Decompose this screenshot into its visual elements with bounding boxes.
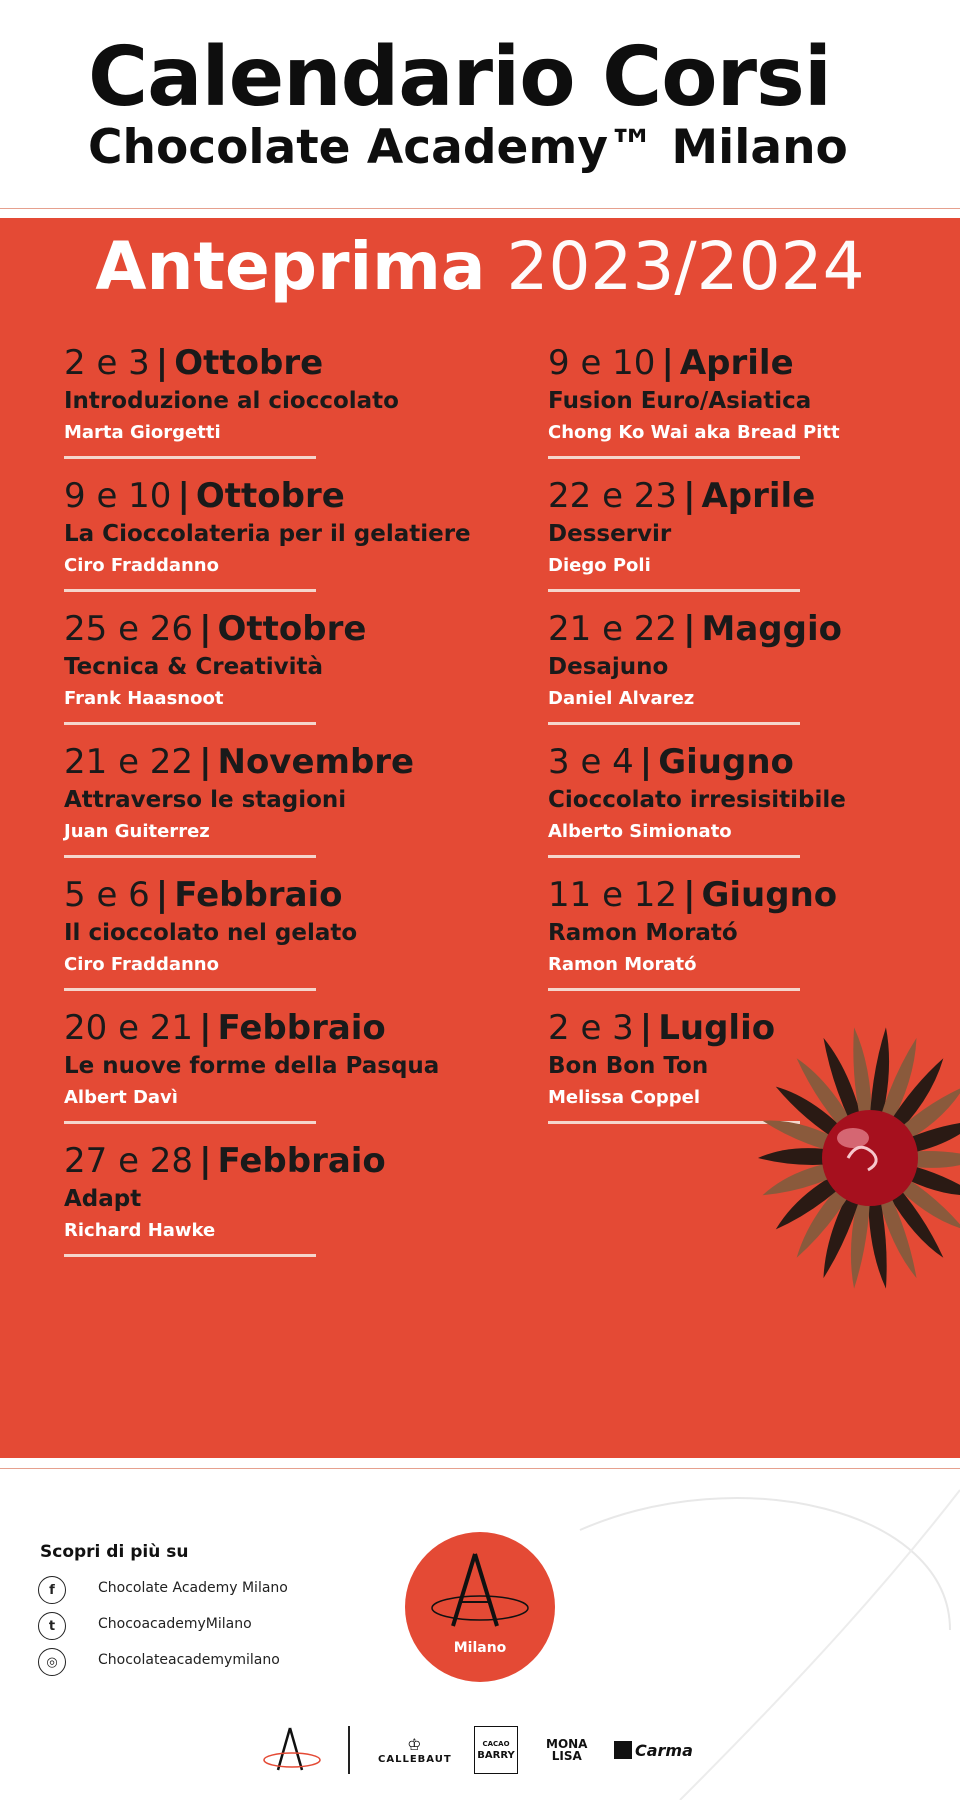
date-separator: | [155, 343, 169, 383]
course-teacher: Ciro Fraddanno [64, 555, 219, 576]
course-title: Attraverso le stagioni [64, 787, 347, 813]
mona-lisa-logo [546, 1722, 587, 1778]
course-date [64, 874, 484, 916]
chocolate-flower-image [750, 1008, 960, 1298]
course-divider [64, 456, 316, 459]
course-title: Fusion Euro/Asiatica [548, 388, 812, 414]
course-date [548, 342, 960, 384]
instagram-icon: ◎ [38, 1648, 66, 1676]
course-days: 3 e 4 [548, 742, 634, 782]
date-separator: | [199, 609, 212, 649]
carma-text: Carma [635, 1740, 693, 1760]
course-entry [548, 874, 960, 991]
course-month: Maggio [701, 609, 842, 649]
course-title: Adapt [64, 1186, 142, 1212]
course-date [64, 1140, 484, 1182]
course-days: 2 e 3 [548, 1008, 634, 1048]
course-month: Ottobre [217, 609, 367, 649]
course-title: Desservir [548, 521, 672, 547]
course-teacher: Melissa Coppel [548, 1087, 701, 1108]
date-separator: | [683, 476, 696, 516]
footer-divider [0, 1468, 960, 1469]
callebaut-logo [378, 1722, 452, 1778]
course-title: Introduzione al cioccolato [64, 388, 399, 414]
course-title: Il cioccolato nel gelato [64, 920, 358, 946]
course-month: Aprile [701, 476, 816, 516]
brand-separator [348, 1726, 350, 1774]
cherry-dome [822, 1110, 918, 1206]
date-separator: | [639, 742, 653, 782]
cherry-highlight [837, 1128, 869, 1148]
calendar-panel [0, 218, 960, 1458]
mona-text-1: MONA [546, 1737, 588, 1751]
date-separator: | [199, 742, 212, 782]
course-month: Febbraio [217, 1008, 386, 1048]
course-entry [64, 741, 484, 858]
course-divider [64, 1254, 316, 1257]
social-instagram-text: Chocolateacademymilano [98, 1652, 280, 1668]
course-title: Ramon Morató [548, 920, 738, 946]
academy-a-mark-icon [423, 1546, 537, 1636]
page-header [0, 0, 960, 208]
course-date [64, 741, 484, 783]
barry-logo [474, 1726, 518, 1774]
course-entry [548, 475, 960, 592]
course-entry [64, 874, 484, 991]
course-title: Desajuno [548, 654, 669, 680]
course-days: 27 e 28 [64, 1141, 194, 1181]
course-days: 5 e 6 [64, 875, 150, 915]
course-date [64, 342, 484, 384]
course-divider [64, 988, 316, 991]
page-title: Calendario Corsi [88, 30, 831, 125]
course-teacher: Chong Ko Wai aka Bread Pitt [548, 422, 840, 443]
brand-logos [260, 1722, 720, 1778]
date-separator: | [199, 1008, 212, 1048]
course-divider [64, 722, 316, 725]
course-month: Febbraio [174, 875, 343, 915]
course-date [548, 608, 960, 650]
course-days: 2 e 3 [64, 343, 150, 383]
course-month: Giugno [701, 875, 838, 915]
date-separator: | [639, 1008, 653, 1048]
date-separator: | [683, 875, 696, 915]
course-title: La Cioccolateria per il gelatiere [64, 521, 471, 547]
course-entry [64, 475, 484, 592]
course-divider [64, 589, 316, 592]
course-divider [64, 855, 316, 858]
course-entry [64, 1140, 484, 1257]
course-teacher: Juan Guiterrez [64, 821, 210, 842]
course-days: 11 e 12 [548, 875, 678, 915]
date-separator: | [661, 343, 674, 383]
course-teacher: Frank Haasnoot [64, 688, 224, 709]
course-days: 9 e 10 [548, 343, 656, 383]
course-title: Le nuove forme della Pasqua [64, 1053, 440, 1079]
course-divider [548, 855, 800, 858]
course-date [548, 475, 960, 517]
banner-word: Anteprima [95, 228, 486, 305]
course-date [64, 1007, 484, 1049]
course-teacher: Albert Davì [64, 1087, 178, 1108]
banner-years: 2023/2024 [506, 228, 865, 305]
social-twitter-text: ChocoacademyMilano [98, 1616, 252, 1632]
course-divider [548, 456, 800, 459]
course-month: Ottobre [195, 476, 345, 516]
page-subtitle: Chocolate Academy™ Milano [88, 120, 848, 175]
course-teacher: Alberto Simionato [548, 821, 732, 842]
discover-label: Scopri di più su [40, 1542, 189, 1562]
course-entry [64, 342, 484, 459]
course-entry [64, 608, 484, 725]
course-date [548, 741, 960, 783]
course-month: Ottobre [174, 343, 324, 383]
course-days: 25 e 26 [64, 609, 194, 649]
social-facebook-text: Chocolate Academy Milano [98, 1580, 288, 1596]
course-days: 22 e 23 [548, 476, 678, 516]
course-title: Cioccolato irresisitibile [548, 787, 846, 813]
course-divider [64, 1121, 316, 1124]
facebook-icon: f [38, 1576, 66, 1604]
callebaut-text: CALLEBAUT [378, 1754, 452, 1765]
course-entry [548, 608, 960, 725]
header-divider [0, 208, 960, 209]
date-separator: | [199, 1141, 212, 1181]
course-days: 20 e 21 [64, 1008, 194, 1048]
date-separator: | [177, 476, 190, 516]
course-divider [548, 722, 800, 725]
course-entry [548, 741, 960, 858]
course-days: 9 e 10 [64, 476, 172, 516]
course-date [548, 874, 960, 916]
barry-main-text: BARRY [477, 1750, 515, 1761]
barry-top-text: CACAO [482, 1740, 510, 1748]
course-entry [548, 342, 960, 459]
course-month: Aprile [679, 343, 794, 383]
academy-small-logo-icon [260, 1722, 324, 1778]
course-month: Novembre [217, 742, 415, 782]
course-teacher: Diego Poli [548, 555, 651, 576]
callebaut-crest-icon: ♔ [407, 1735, 423, 1754]
course-divider [548, 589, 800, 592]
course-teacher: Daniel Alvarez [548, 688, 695, 709]
mona-text-2: LISA [551, 1749, 582, 1763]
course-date [64, 475, 484, 517]
course-month: Febbraio [217, 1141, 386, 1181]
course-teacher: Richard Hawke [64, 1220, 216, 1241]
carma-logo [614, 1722, 693, 1778]
course-month: Luglio [658, 1008, 776, 1048]
logo-caption: Milano [453, 1640, 507, 1656]
course-teacher: Ramon Morató [548, 954, 697, 975]
twitter-icon: t [38, 1612, 66, 1640]
course-teacher: Ciro Fraddanno [64, 954, 219, 975]
course-month: Giugno [658, 742, 794, 782]
course-title: Tecnica & Creatività [64, 654, 323, 680]
course-divider [548, 988, 800, 991]
academy-logo [405, 1532, 555, 1682]
course-title: Bon Bon Ton [548, 1053, 709, 1079]
date-separator: | [155, 875, 169, 915]
course-entry [64, 1007, 484, 1124]
carma-mark-icon [614, 1741, 632, 1759]
course-days: 21 e 22 [548, 609, 678, 649]
season-banner [0, 228, 960, 305]
course-teacher: Marta Giorgetti [64, 422, 221, 443]
date-separator: | [683, 609, 696, 649]
course-date [64, 608, 484, 650]
course-days: 21 e 22 [64, 742, 194, 782]
